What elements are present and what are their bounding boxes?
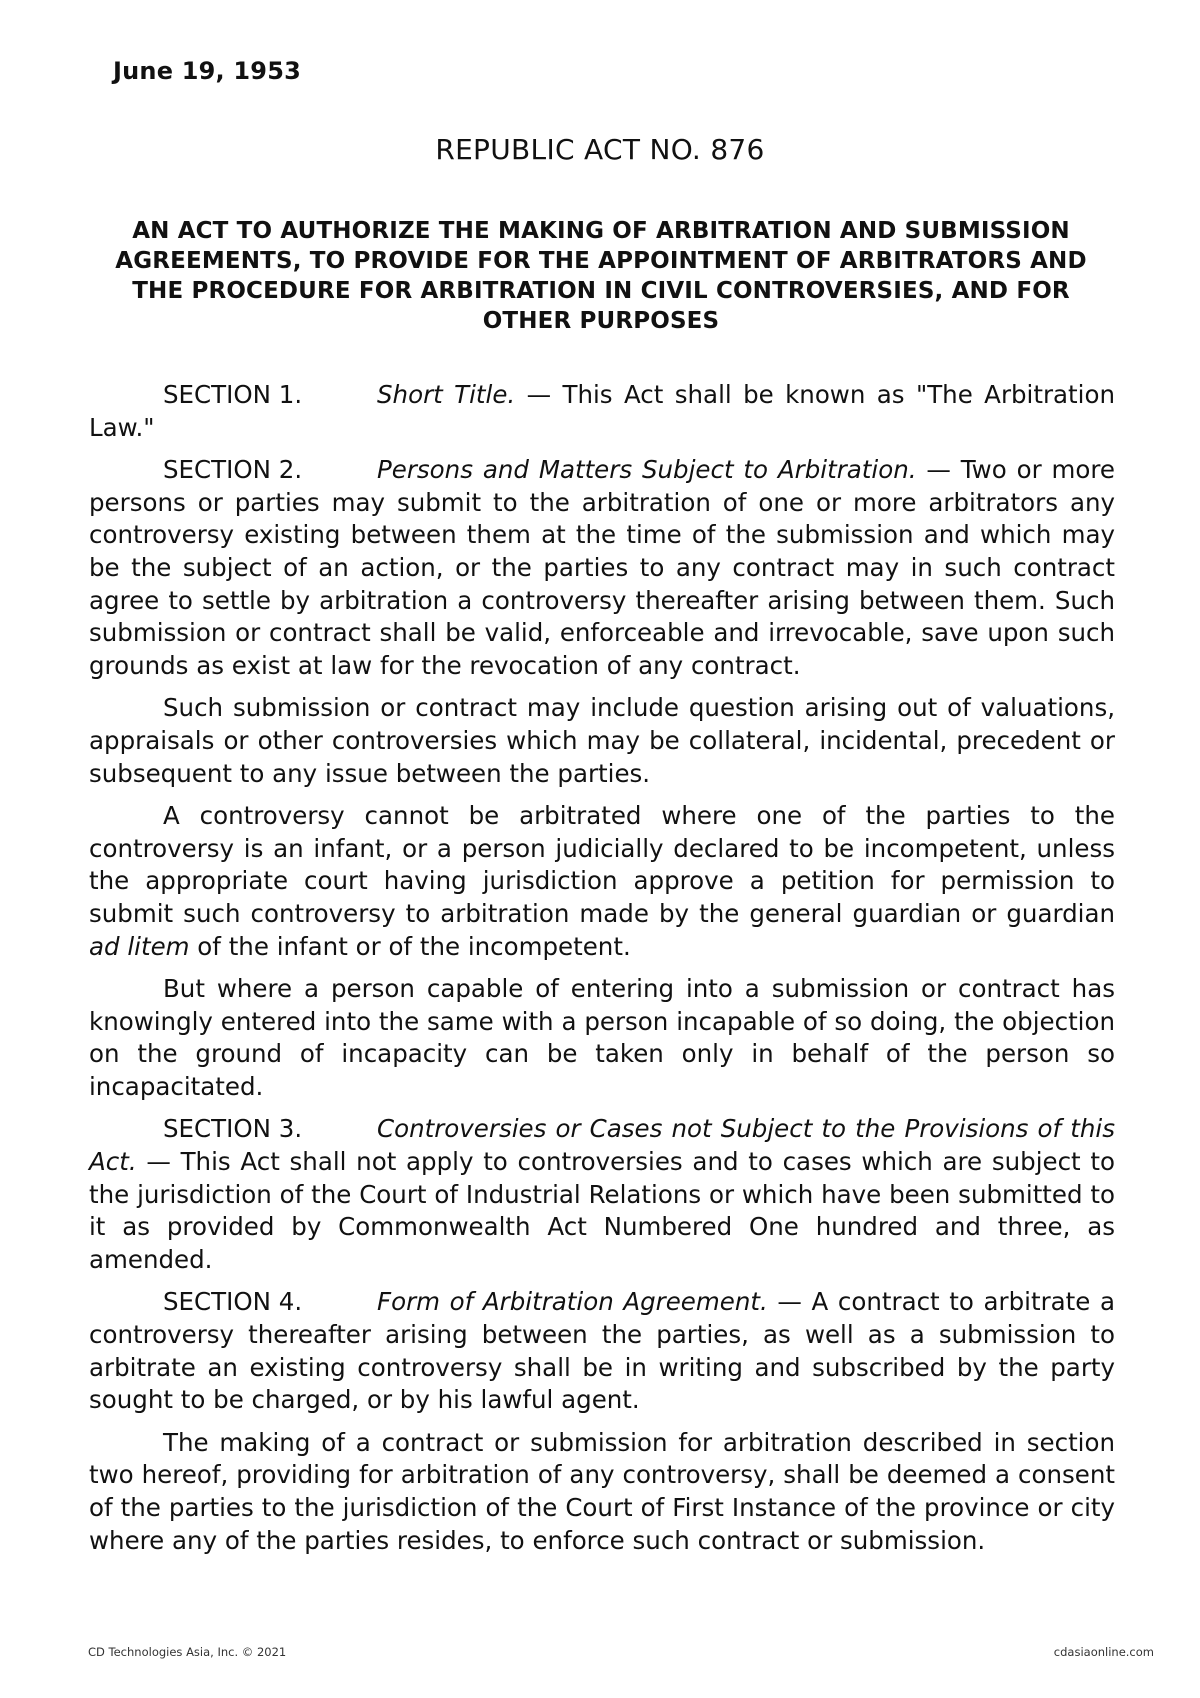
section-label: SECTION 3.	[163, 1114, 303, 1144]
paragraph-text: A controversy cannot be arbitrated where one of the parties to the controversy is an infant, or a person judicially declared to be incompetent, unless the appropriate court having jurisdiction approve a petition for permission to submit such controversy to arbitration made by the general guardian or guardian	[89, 801, 1115, 928]
act-body	[89, 379, 1115, 1567]
section-text: — This Act shall be known as "The Arbitration Law."	[89, 380, 1115, 442]
section-text: — Two or more persons or parties may submit to the arbitration of one or more arbitrators any controversy existing between them at the time of the submission and which may be the subject of an action, or the parties to any contract may in such contract agree to settle by arbitration a controversy thereafter arising between them. Such submission or contract shall be valid, enforceable and irrevocable, save upon such grounds as exist at law for the revocation of any contract.	[89, 455, 1115, 680]
section-label: SECTION 2.	[163, 455, 303, 485]
section-heading: Short Title.	[377, 380, 516, 409]
act-number: REPUBLIC ACT NO. 876	[435, 133, 765, 166]
section-label: SECTION 1.	[163, 380, 303, 409]
paragraph: But where a person capable of entering into a submission or contract has knowingly entered into the same with a person incapable of so doing, the objection on the ground of incapacity can be taken only in behalf of the person so incapacitated.	[89, 974, 1115, 1101]
act-title: AN ACT TO AUTHORIZE THE MAKING OF ARBITRATION AND SUBMISSION AGREEMENTS, TO PROVIDE FOR THE APPOINTMENT OF ARBITRATORS AND THE PROCEDURE FOR ARBITRATION IN CIVIL CONTROVERSIES, AND FOR OTHER PURPOSES	[115, 218, 1087, 334]
section-heading: Controversies or Cases not Subject to the Provisions of this Act.	[89, 1114, 1115, 1177]
section-heading: Persons and Matters Subject to Arbitration.	[377, 455, 917, 485]
section-4	[89, 1286, 1115, 1416]
italic-term: ad litem	[89, 931, 190, 961]
paragraph	[89, 800, 1115, 963]
section-text: — This Act shall not apply to controversies and to cases which are subject to the jurisdiction of the Court of Industrial Relations or which have been submitted to it as provided by Commonwealth Act Numbered One hundred and three, as amended.	[89, 1147, 1115, 1274]
section-heading: Form of Arbitration Agreement.	[377, 1287, 768, 1317]
section-label: SECTION 4.	[163, 1287, 303, 1317]
section-1	[89, 379, 1115, 444]
footer-website: cdasiaonline.com	[1053, 1645, 1154, 1659]
section-text: — A contract to arbitrate a controversy thereafter arising between the parties, as well as a submission to arbitrate an existing controversy shall be in writing and subscribed by the party sought to be charged, or by his lawful agent.	[89, 1287, 1115, 1415]
section-2	[89, 454, 1115, 682]
document-date: June 19, 1953	[113, 57, 302, 85]
footer-copyright: CD Technologies Asia, Inc. © 2021	[88, 1645, 287, 1659]
paragraph-text: of the infant or of the incompetent.	[189, 931, 631, 961]
paragraph: Such submission or contract may include question arising out of valuations, appraisals or other controversies which may be collateral, incidental, precedent or subsequent to any issue between the parties.	[89, 693, 1115, 788]
section-3	[89, 1113, 1115, 1276]
paragraph: The making of a contract or submission for arbitration described in section two hereof, providing for arbitration of any controversy, shall be deemed a consent of the parties to the jurisdiction of the Court of First Instance of the province or city where any of the parties resides, to enforce such contract or submission.	[89, 1427, 1115, 1555]
